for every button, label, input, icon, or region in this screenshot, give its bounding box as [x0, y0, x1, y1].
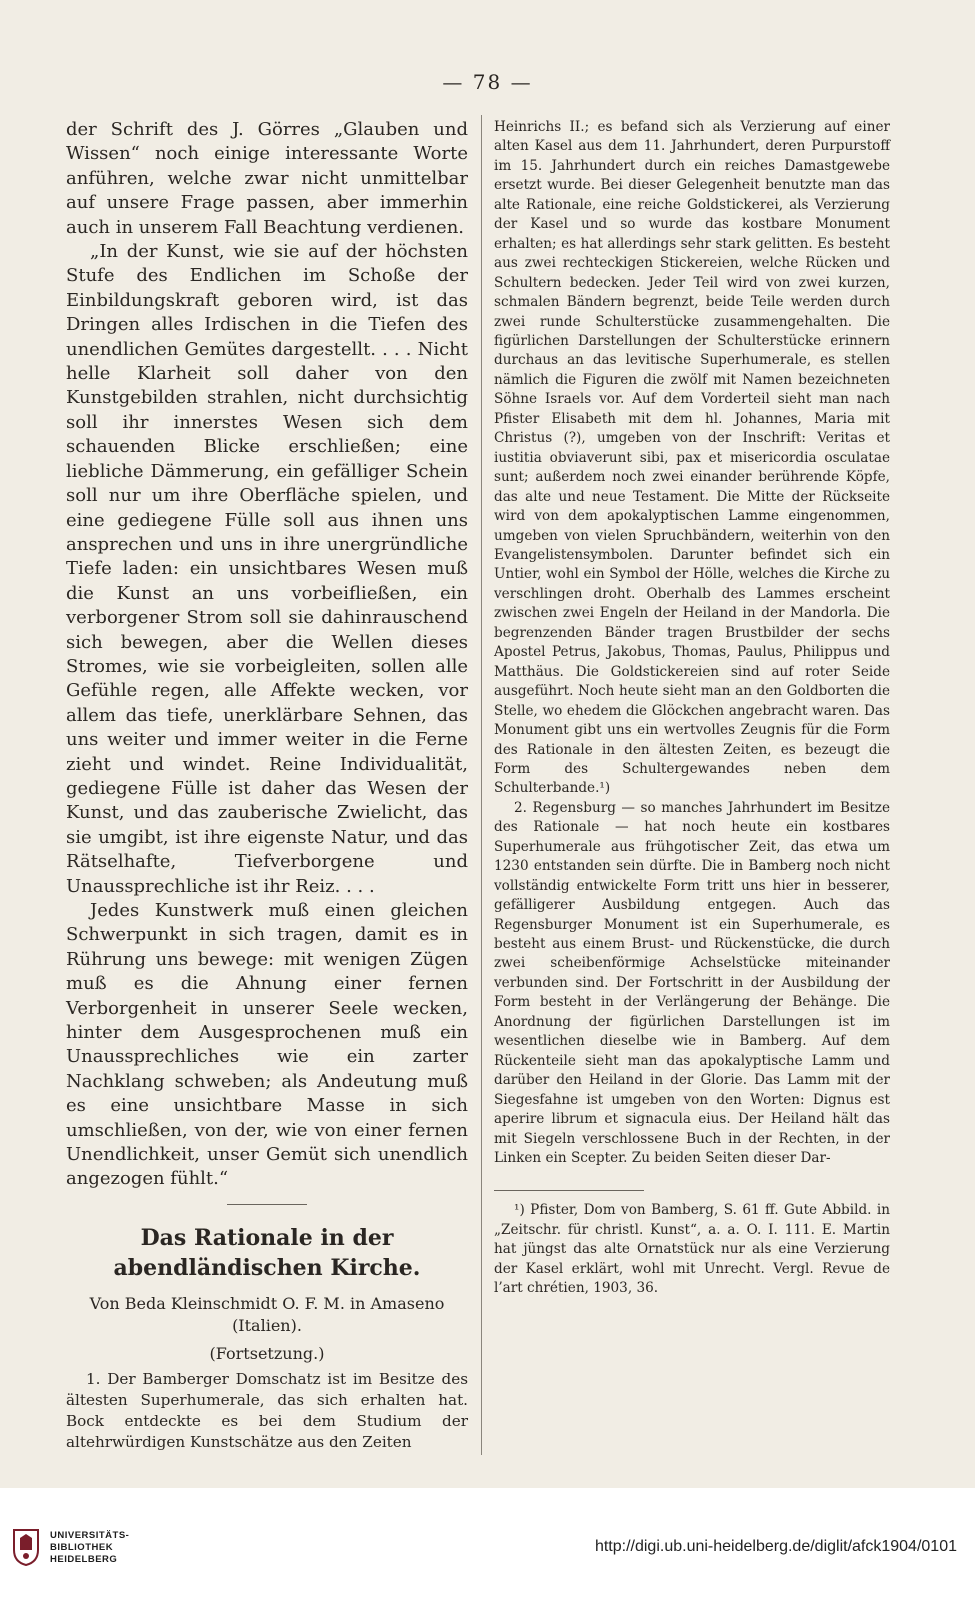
left-paragraph-1: der Schrift des J. Görres „Glauben und Wissen“ noch einige interessante Worte anführen, welche zwar nicht unmittelbar auf unsere Frage passen, aber immerhin auch in unserem Fall Beachtung verdienen.	[66, 119, 468, 238]
right-paragraph-2: 2. Regensburg — so manches Jahrhundert im Besitze des Rationale — hat noch heute ein kostbares Superhumerale aus frühgotischer Zeit, das etwa um 1230 entstanden sein dürfte. Die in Bamberg noch nicht vollständig entwickelte Form tritt uns hier in besserer, gefälligerer Ausbildung entgegen. Auch das Regensburger Monument ist ein Superhumerale, es besteht aus einem Brust- und Rückenstücke, die durch zwei scheibenförmige Achselstücke miteinander verbunden sind. Der Fortschritt in der Ausbildung der Form besteht in der Verlängerung der Behänge. Die Anordnung der figürlichen Darstellungen ist im wesentlichen dieselbe wie in Bamberg. Auf dem Rückenteile sieht man das apokalyptische Lamm und darüber den Heiland in der Glorie. Das Lamm mit der Siegesfahne ist umgeben von den Worten: Dignus est aperire librum et signacula eius. Der Heiland hält das mit Siegeln verschlossene Buch in der Rechten, in der Linken ein Scepter. Zu beiden Seiten dieser Dar-	[494, 799, 890, 1167]
article-heading: Das Rationale in der abendländischen Kirche.	[113, 1224, 421, 1281]
left-paragraph-2: „In der Kunst, wie sie auf der höchsten Stufe des Endlichen im Schoße der Einbildungskraft geboren wird, ist das Dringen alles Irdischen in die Tiefen des unendlichen Gemütes dargestellt. . . . Nicht helle Klarheit soll daher von den Kunstgebilden strahlen, nicht durchsichtig soll ihr innerstes Wesen sich dem schauenden Blicke erschließen; eine liebliche Dämmerung, ein gefälliger Schein soll nur um ihre Oberfläche spielen, und eine gediegene Fülle soll aus ihnen uns ansprechen und uns in ihre unergründliche Tiefe laden: ein unsichtbares Wesen muß die Kunst an uns vorbeifließen, ein verborgener Strom soll sie dahinrauschend sich bewegen, aber die Wellen dieses Stromes, wie sie vorbeigleiten, sollen alle Gefühle regen, alle Affekte wecken, vor allem das tiefe, unerklärbare Sehnen, das uns weiter und immer weiter in die Ferne zieht und windet. Reine Individualität, gediegene Fülle ist daher das Wesen der Kunst, und das zauberische Zwielicht, das sie umgibt, ist ihre eigenste Natur, und das Rätselhafte, Tiefverborgene und Unaussprechliche ist ihr Reiz. . . .	[66, 241, 468, 897]
footer-bar	[0, 1488, 975, 1608]
right-column	[494, 118, 890, 1299]
source-url[interactable]: http://digi.ub.uni-heidelberg.de/diglit/afck1904/0101	[594, 1538, 957, 1555]
column-divider	[481, 115, 482, 1455]
left-column	[66, 118, 468, 1453]
left-paragraph-4: 1. Der Bamberger Domschatz ist im Besitze des ältesten Superhumerale, das sich erhalten hat. Bock entdeckte es bei dem Studium der altehrwürdigen Kunstschätze aus den Zeiten	[66, 1369, 468, 1451]
university-seal-icon	[12, 1528, 40, 1566]
section-divider	[227, 1204, 307, 1205]
article-byline: Von Beda Kleinschmidt O. F. M. in Amaseno (Italien).	[89, 1293, 445, 1335]
footnote: ¹) Pfister, Dom von Bamberg, S. 61 ff. Gute Abbild. in „Zeitschr. für christl. Kunst“, a. a. O. I. 111. E. Martin hat jüngst das alte Ornatstück nur als eine Verzierung der Kasel erklärt, wohl mit Unrecht. Vergl. Revue de l’art chrétien, 1903, 36.	[494, 1202, 890, 1297]
page-number: — 78 —	[442, 70, 533, 94]
footnote-divider	[494, 1190, 644, 1191]
right-paragraph-1: Heinrichs II.; es befand sich als Verzierung auf einer alten Kasel aus dem 11. Jahrhundert, deren Purpurstoff im 15. Jahrhundert durch ein reiches Damastgewebe ersetzt wurde. Bei dieser Gelegenheit benutzte man das alte Rationale, eine reiche Goldstickerei, als Verzierung der Kasel und so wurde das kostbare Monument erhalten; es hat allerdings sehr stark gelitten. Es besteht aus zwei rechteckigen Stickereien, welche Rücken und Schultern bedecken. Jeder Teil wird von zwei kurzen, schmalen Bändern begrenzt, beide Teile werden durch zwei runde Schulterstücke zusammengehalten. Die figürlichen Darstellungen der Schulterstücke erinnern durchaus an das levitische Superhumerale, es stellen nämlich die Figuren die zwölf mit Namen bezeichneten Söhne Israels vor. Auf dem Vorderteil sieht man nach Pfister Elisabeth mit dem hl. Johannes, Maria mit Christus (?), umgeben von der Inschrift: Veritas et iustitia obviaverunt sibi, pax et misericordia osculatae sunt; außerdem noch zwei einander berührende Köpfe, das alte und neue Testament. Die Mitte der Rückseite wird von dem apokalyptischen Lamme eingenommen, umgeben von vielen Spruchbändern, weiterhin von den Evangelistensymbolen. Darunter befindet sich ein Untier, wohl ein Symbol der Hölle, welches die Kirche zu verschlingen droht. Oberhalb des Lammes erscheint zwischen zwei Engeln der Heiland in der Mandorla. Die begrenzenden Bänder tragen Brustbilder der sechs Apostel Petrus, Jakobus, Thomas, Paulus, Philippus und Matthäus. Die Goldstickereien sind auf roter Seide ausgeführt. Noch heute sieht man an den Goldborten die Stelle, wo ehedem die Glöckchen angebracht waren. Das Monument gibt uns ein wertvolles Zeugnis für die Form des Rationale in den ältesten Zeiten, es bezeugt die Form des Schultergewandes neben dem Schulterbande.¹)	[494, 119, 890, 797]
library-logo-text: UNIVERSITÄTS- BIBLIOTHEK HEIDELBERG	[50, 1530, 130, 1565]
left-paragraph-3: Jedes Kunstwerk muß einen gleichen Schwerpunkt in sich tragen, damit es in Rührung uns bewege: mit wenigen Zügen muß es die Ahnung einer fernen Verborgenheit in unserer Seele wecken, hinter dem Ausgesprochenen muß ein Unaussprechliches wie ein zarter Nachklang schweben; als Andeutung muß es eine unsichtbare Masse in sich umschließen, von der, wie von einer fernen Unendlichkeit, unser Gemüt sich unendlich angezogen fühlt.“	[66, 900, 468, 1190]
continuation-note: (Fortsetzung.)	[209, 1343, 325, 1363]
